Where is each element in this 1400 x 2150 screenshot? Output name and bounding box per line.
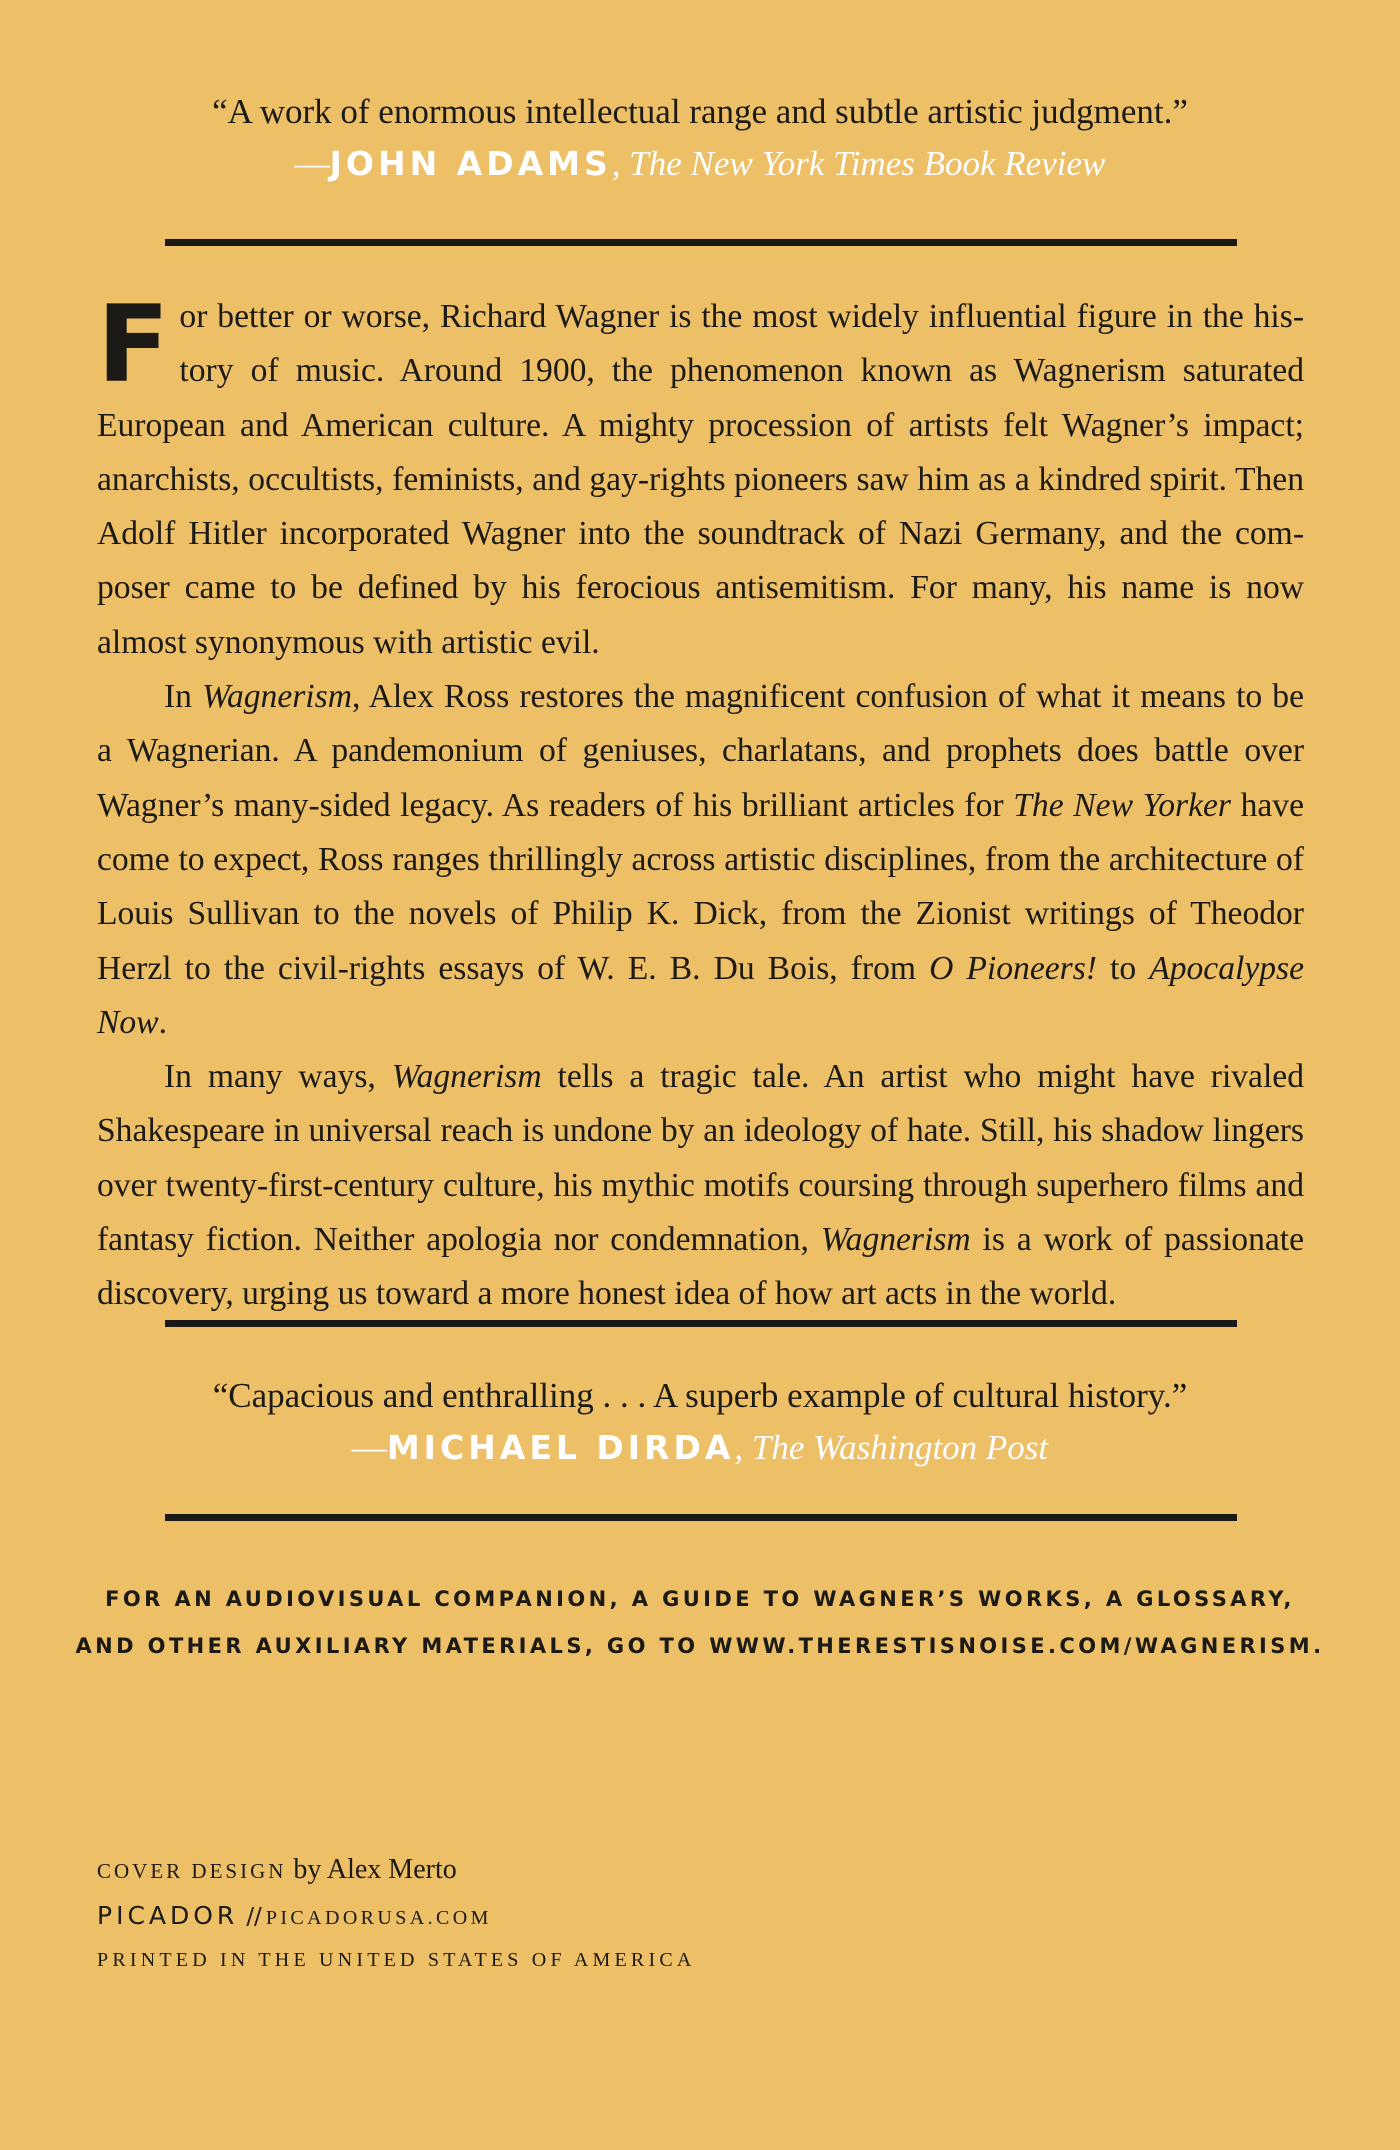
paragraph-text: , Alex Ross restores the magnificent confusion of what it means to be a Wagnerian. A pandemonium of geniuses, charlatans, and prophets does battle over Wagner’s many-sided legacy. As readers of his brilliant articles for [97, 678, 1304, 824]
book-title-italic: Wagnerism [391, 1058, 542, 1096]
attribution-dash: — [294, 144, 330, 183]
paragraph-text: . [158, 1003, 167, 1041]
top-quote-attribution [0, 138, 1400, 190]
paragraph-text: In many ways, [164, 1058, 392, 1096]
top-quote-text: “A work of enormous intellectual range and subtle artistic judgment.” [212, 92, 1188, 131]
review-source: The Washington Post [751, 1428, 1049, 1467]
credits-block [97, 1848, 696, 1979]
note-line: FOR AN AUDIOVISUAL COMPANION, A GUIDE TO WAGNER’S WORKS, A GLOSSARY, [105, 1587, 1295, 1611]
printed-in-line: PRINTED IN THE UNITED STATES OF AMERICA [97, 1949, 696, 1971]
description-paragraph [97, 1050, 1304, 1321]
note-line-with-url: AND OTHER AUXILIARY MATERIALS, GO TO WWW.THERESTISNOISE.COM/WAGNERISM. [75, 1634, 1325, 1658]
publisher-url: PICADORUSA.COM [265, 1907, 492, 1929]
publisher-name: PICADOR [97, 1901, 239, 1930]
bottom-quote-attribution [0, 1422, 1400, 1474]
film-title-italic: Apocalypse Now [97, 949, 1304, 1041]
cover-design-label: COVER DESIGN [97, 1859, 287, 1883]
paragraph-text: is a work of passionate discovery, urging us toward a more honest idea of how art acts in the world. [97, 1221, 1305, 1313]
cover-design-credit [97, 1848, 696, 1893]
description-paragraph [97, 670, 1304, 1050]
reviewer-name: JOHN ADAMS [329, 144, 612, 183]
divider-rule [165, 1514, 1237, 1521]
divider-rule [165, 239, 1237, 246]
attribution-separator: , [611, 144, 630, 183]
top-review-quote [0, 86, 1400, 190]
paragraph-text: or better or worse, Richard Wagner is the most widely influential figure in the history of music. Around 1900, the phenomenon known as Wagnerism saturated European and American culture. A mighty procession of artists felt Wagner’s impact; anarchists, occultists, feminists, and gay-rights pioneers saw him as a kindred spirit. Then Adolf Hitler incorporated Wagner into the soundtrack of Nazi Germany, and the composer came to be defined by his ferocious antisemitism. For many, his name is now almost synonymous with artistic evil. [97, 298, 1304, 661]
drop-cap: F [97, 283, 170, 406]
paragraph-text: tells a tragic tale. An artist who might have rivaled Shakespeare in universal reach is undone by an ideology of hate. Still, his shadow lingers over twenty-first-century culture, his mythic motifs coursing through superhero films and fantasy fiction. Neither apologia nor condemnation, [97, 1058, 1304, 1259]
paragraph-text: to [1096, 949, 1150, 987]
paragraph-text: have come to expect, Ross ranges thrillingly across artistic disciplines, from the architecture of Louis Sullivan to the novels of Philip K. Dick, from the Zionist writings of Theodor Herzl to the civil-rights essays of W. E. B. Du Bois, from [97, 786, 1304, 987]
book-title-italic: O Pioneers! [929, 949, 1097, 987]
attribution-dash: — [351, 1428, 387, 1467]
companion-materials-note [0, 1576, 1400, 1670]
book-title-italic: Wagnerism [202, 678, 352, 716]
cover-designer: by Alex Merto [286, 1854, 457, 1885]
attribution-separator: , [734, 1428, 752, 1467]
publisher-line [97, 1893, 696, 1941]
divider-rule [165, 1320, 1237, 1327]
review-source: The New York Times Book Review [629, 144, 1106, 183]
book-description [97, 283, 1305, 1322]
bottom-quote-text: “Capacious and enthralling . . . A superb example of cultural history.” [212, 1376, 1188, 1415]
paragraph-text: In [164, 678, 203, 716]
magazine-title-italic: The New Yorker [1013, 786, 1231, 824]
description-paragraph [97, 283, 1304, 670]
book-title-italic: Wagnerism [820, 1221, 971, 1259]
reviewer-name: MICHAEL DIRDA [386, 1428, 735, 1467]
publisher-separator: // [246, 1904, 262, 1930]
bottom-review-quote [0, 1370, 1400, 1474]
